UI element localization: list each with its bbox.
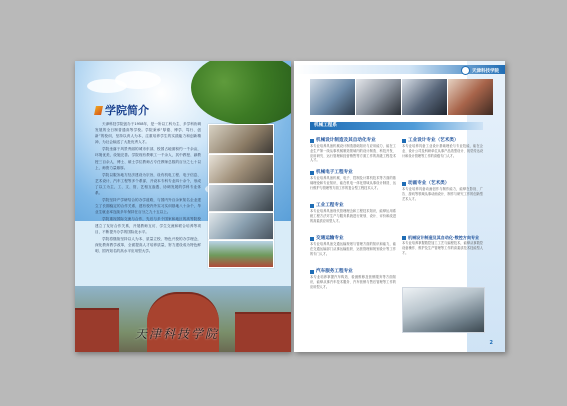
- page-title: [95, 102, 149, 118]
- page-title-text: 学院简介: [105, 104, 149, 117]
- major-title-text: 工业设计专业（艺术类）: [408, 138, 459, 143]
- meeting-photo: [208, 212, 274, 240]
- major-title: [310, 137, 396, 144]
- group-photo: [448, 79, 493, 115]
- campus-building-main: [147, 292, 219, 352]
- lab-photo: [208, 184, 274, 212]
- major-description: 本专业培养掌握汽车构造、检测维修及营销服务等方面知识，能够从事汽车技术服务、汽车营销与售后管理等工作的应用型人才。: [310, 275, 396, 289]
- major-title-text: 动画专业（艺术类）: [408, 181, 450, 186]
- intro-text: [95, 121, 201, 255]
- bullet-icon: [310, 171, 314, 175]
- photo-strip: [310, 79, 493, 115]
- major-title: [310, 202, 396, 209]
- classroom-photo: [208, 124, 274, 154]
- bullet-icon: [310, 204, 314, 208]
- intro-paragraph: 学院将继续坚持以人为本、质量立校、特色兴校的办学理念，深化教育教学改革，全面提高人才培养质量，努力建设成为特色鲜明、国内知名的高水平应用型大学。: [95, 236, 201, 253]
- major-item: [310, 202, 396, 223]
- section-tab: [310, 122, 483, 130]
- major-item: [402, 234, 483, 255]
- bullet-icon: [310, 139, 314, 143]
- students-photo: [208, 154, 274, 184]
- major-item: [310, 137, 396, 163]
- computer-lab-photo: [402, 287, 485, 333]
- campus-sign: 天津科技学院: [135, 327, 220, 341]
- bullet-icon: [402, 182, 406, 186]
- bullet-icon: [310, 270, 314, 274]
- major-title: [402, 137, 483, 144]
- major-title: [402, 234, 483, 241]
- bullet-icon: [310, 237, 314, 241]
- section-tab-label: 机械工程系: [314, 123, 337, 128]
- major-title: [402, 180, 483, 187]
- header-school-name: 天津科技学院: [472, 68, 499, 74]
- major-description: 本专业培养具备机械设计制造基础知识与应用能力，能在工业生产第一线从事机械制造领域内的设计制造、科技开发、应用研究、运行管理和经营销售等方面工作的高级工程技术人才。: [310, 144, 396, 163]
- major-title-text: 工业工程专业: [316, 203, 344, 208]
- major-item: [402, 137, 483, 158]
- campus-building: [75, 308, 119, 352]
- workshop-photo: [356, 79, 401, 115]
- lab-equipment-photo: [310, 79, 355, 115]
- page-number: 2: [489, 340, 493, 346]
- major-item: [310, 268, 396, 289]
- major-item: [310, 169, 396, 190]
- major-title: [310, 268, 396, 275]
- teachers-photo: [402, 79, 447, 115]
- major-description: 本专业培养掌握数控加工工艺与编程技术，能够从事数控设备操作、维护及生产管理等工作的高素质技术技能型人才。: [402, 241, 483, 255]
- intro-paragraph: 学院坚持产学研结合的办学道路，与国内外百余家知名企业建立了长期稳定的合作关系，建有校内外实习实训基地八十余个，毕业生就业率连续多年保持在百分之九十五以上。: [95, 198, 201, 215]
- major-title: [310, 169, 396, 176]
- cloud: [115, 71, 161, 89]
- campus-photo: [75, 286, 291, 352]
- major-description: 本专业培养具备机械、电子、控制及计算机技术等方面的基础理论和专业知识，能在机电一体化领域从事设计制造、运行维护与管理等方面工作的复合型工程技术人才。: [310, 176, 396, 190]
- right-page: [294, 61, 505, 352]
- major-title-text: 机械电子工程专业: [316, 170, 353, 175]
- major-description: 本专业培养具备交通运输规划与管理方面的知识和能力，能在交通运输部门从事运输组织、运营管理和规划设计等工作的专门人才。: [310, 242, 396, 256]
- bullet-icon: [402, 236, 406, 240]
- intro-paragraph: 学院重视国际交流与合作，先后与多个国家和地区的高等院校建立了友好合作关系，开展教师互访、学生交流和联合培养等项目，不断提升办学的国际化水平。: [95, 217, 201, 234]
- sports-photo: [208, 240, 274, 268]
- title-marker-icon: [94, 106, 103, 115]
- campus-building: [235, 312, 291, 352]
- major-title-text: 机械设计制造及其自动化·数控方向专业: [408, 235, 480, 240]
- intro-paragraph: 学院以服务地方经济建设为宗旨，设有机电工程、电子信息、艺术设计、汽车工程等多个系部，开设本专科专业四十余个，形成了以工为主，工、文、管、艺相互渗透、协调发展的学科专业体系。: [95, 172, 201, 196]
- intro-paragraph: 天津科技学院创办于1958年，是一所以工科为主、多学科协调发展的全日制普通高等学校。学院秉承“厚德、博学、笃行、创新”的校训，坚持以育人为本，注重培养学生的实践能力和创新精神，为社会输送了大批优秀人才。: [95, 122, 201, 145]
- major-description: 本专业培养具备现代管理理念和工程技术知识，能够运用系统工程方法对生产与服务系统进行规划、设计、评价和改进的高素质应用型人才。: [310, 209, 396, 223]
- major-item: [310, 235, 396, 256]
- major-title: [310, 235, 396, 242]
- bullet-icon: [402, 139, 406, 143]
- major-title-text: 汽车服务工程专业: [316, 269, 353, 274]
- header-logo: [461, 66, 499, 75]
- major-title-text: 交通运输专业: [316, 236, 344, 241]
- major-description: 本专业培养具备动画创作与制作能力，能够在影视、广告、游戏等领域从事动画设计、制作与研究工作的创新型艺术人才。: [402, 187, 483, 201]
- intro-paragraph: 学院坐落于风景秀丽的城市东部，校园占地面积约一千余亩，环境优美，设施完善。学院现有教职工一千余人，其中教授、副教授三百余人，博士、硕士学位教师占专任教师总数的百分之七十以上，师资力量雄厚。: [95, 147, 201, 170]
- school-emblem-icon: [461, 66, 470, 75]
- left-page: [75, 61, 291, 352]
- major-item: [402, 180, 483, 201]
- major-description: 本专业培养具备工业设计基础理论与专业技能，能在企业、设计公司及科研单位从事产品造型设计、视觉传达设计和设计管理等工作的高级专门人才。: [402, 144, 483, 158]
- major-title-text: 机械设计制造及其自动化专业: [316, 138, 376, 143]
- header-bar: [294, 65, 505, 74]
